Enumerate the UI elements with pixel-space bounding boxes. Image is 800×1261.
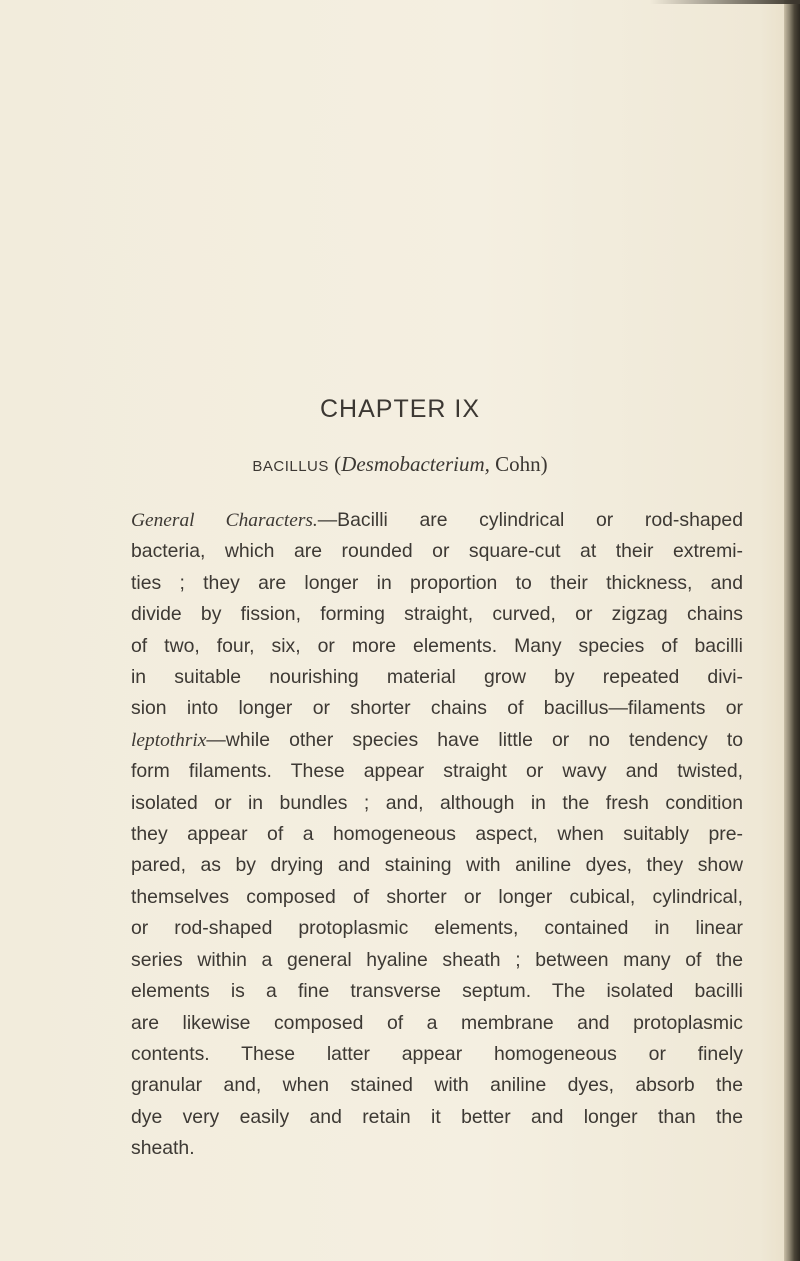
paragraph-line: contents. These latter appear homogeneous or finely (131, 1042, 743, 1065)
paragraph-line: form filaments. These appear straight or wavy and twisted, (131, 760, 743, 783)
paragraph-line: themselves composed of shorter or longer cubical, cylindrical, (131, 885, 743, 908)
line-text: —while other species have little or no tendency to (206, 728, 743, 751)
paragraph-line: ties ; they are longer in proportion to their thickness, and (131, 571, 743, 594)
paragraph-heading: General Characters. (131, 510, 318, 531)
paragraph-line: elements is a fine transverse septum. The isolated bacilli (131, 980, 743, 1003)
paragraph-line: dye very easily and retain it better and longer than the (131, 1105, 743, 1128)
paragraph-line: or rod-shaped protoplasmic elements, contained in linear (131, 917, 743, 940)
line-text: —Bacilli are cylindrical or rod-shaped (317, 509, 743, 531)
paragraph-line: divide by fission, forming straight, curved, or zigzag chains (131, 603, 743, 626)
section-heading (0, 452, 800, 477)
leptothrix-term: leptothrix (131, 729, 207, 751)
section-genus-name: BACILLUS (252, 458, 329, 475)
paragraph-line: granular and, when stained with aniline dyes, absorb the (131, 1074, 743, 1097)
section-author: Cohn) (489, 452, 548, 476)
section-latin-synonym: Desmobacterium, (341, 452, 490, 476)
paragraph-line: bacteria, which are rounded or square-cut at their extremi- (131, 540, 743, 563)
page-edge-shadow (784, 0, 800, 1261)
paragraph-line: series within a general hyaline sheath ; between many of the (131, 948, 743, 971)
paragraph-line: sion into longer or shorter chains of bacillus—filaments or (131, 697, 743, 720)
paragraph-line: pared, as by drying and staining with aniline dyes, they show (131, 854, 743, 877)
paragraph-line: sheath. (131, 1137, 195, 1160)
paragraph-line (131, 725, 743, 756)
chapter-title: CHAPTER IX (319, 395, 481, 423)
paragraph-line: of two, four, six, or more elements. Many species of bacilli (131, 634, 743, 657)
page-top-edge-shadow (650, 0, 800, 4)
paragraph-line (131, 505, 743, 536)
section-open-paren: ( (328, 452, 342, 476)
paragraph-line: isolated or in bundles ; and, although in the fresh condition (131, 791, 743, 814)
paragraph-line: in suitable nourishing material grow by repeated divi- (131, 666, 743, 689)
body-paragraph (131, 505, 743, 1165)
paragraph-line: are likewise composed of a membrane and protoplasmic (131, 1011, 743, 1034)
paragraph-line: they appear of a homogeneous aspect, when suitably pre- (131, 823, 743, 846)
